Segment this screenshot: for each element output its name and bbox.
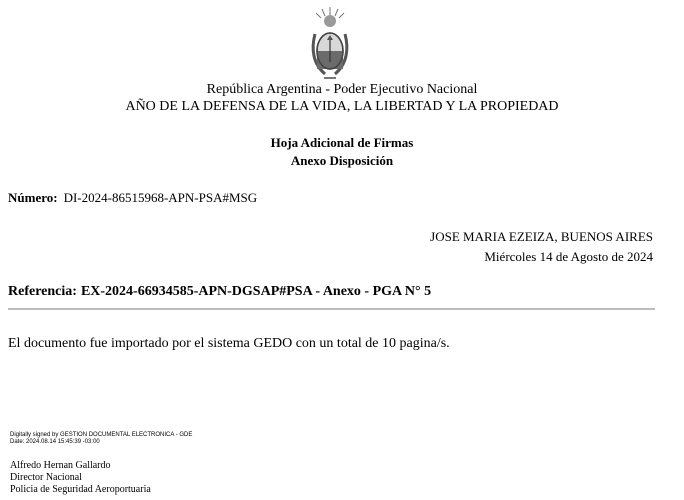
- document-number: [8, 190, 257, 206]
- header-line-1: República Argentina - Poder Ejecutivo Nacional: [206, 82, 478, 97]
- signer-block: [10, 460, 151, 496]
- number-value: DI-2024-86515968-APN-PSA#MSG: [63, 190, 258, 205]
- place: JOSE MARIA EZEIZA, BUENOS AIRES: [430, 229, 653, 244]
- reference: [8, 284, 431, 300]
- signer-name: Alfredo Hernan Gallardo: [10, 460, 111, 471]
- date: Miércoles 14 de Agosto de 2024: [484, 249, 653, 264]
- document-title: Hoja Adicional de Firmas: [270, 135, 414, 150]
- reference-label: Referencia:: [8, 284, 77, 299]
- divider: [8, 308, 655, 310]
- number-label: Número:: [8, 190, 58, 205]
- digital-signature-line-1: Digitally signed by GESTION DOCUMENTAL ELECTRONICA - GDE: [10, 432, 193, 438]
- argentina-coat-of-arms-icon: [307, 4, 353, 80]
- reference-value: EX-2024-66934585-APN-DGSAP#PSA - Anexo - PGA N° 5: [80, 284, 432, 299]
- digital-signature-stamp: [10, 432, 192, 446]
- signer-organization: Policia de Seguridad Aeroportuaria: [10, 484, 151, 495]
- digital-signature-date: Date: 2024.08.14 15:45:39 -03:00: [10, 439, 100, 445]
- document-subtitle: Anexo Disposición: [290, 153, 394, 168]
- body-text: El documento fue importado por el sistema GEDO con un total de 10 pagina/s.: [8, 336, 450, 351]
- header-line-2: AÑO DE LA DEFENSA DE LA VIDA, LA LIBERTAD Y LA PROPIEDAD: [125, 99, 559, 114]
- signer-role: Director Nacional: [10, 472, 82, 483]
